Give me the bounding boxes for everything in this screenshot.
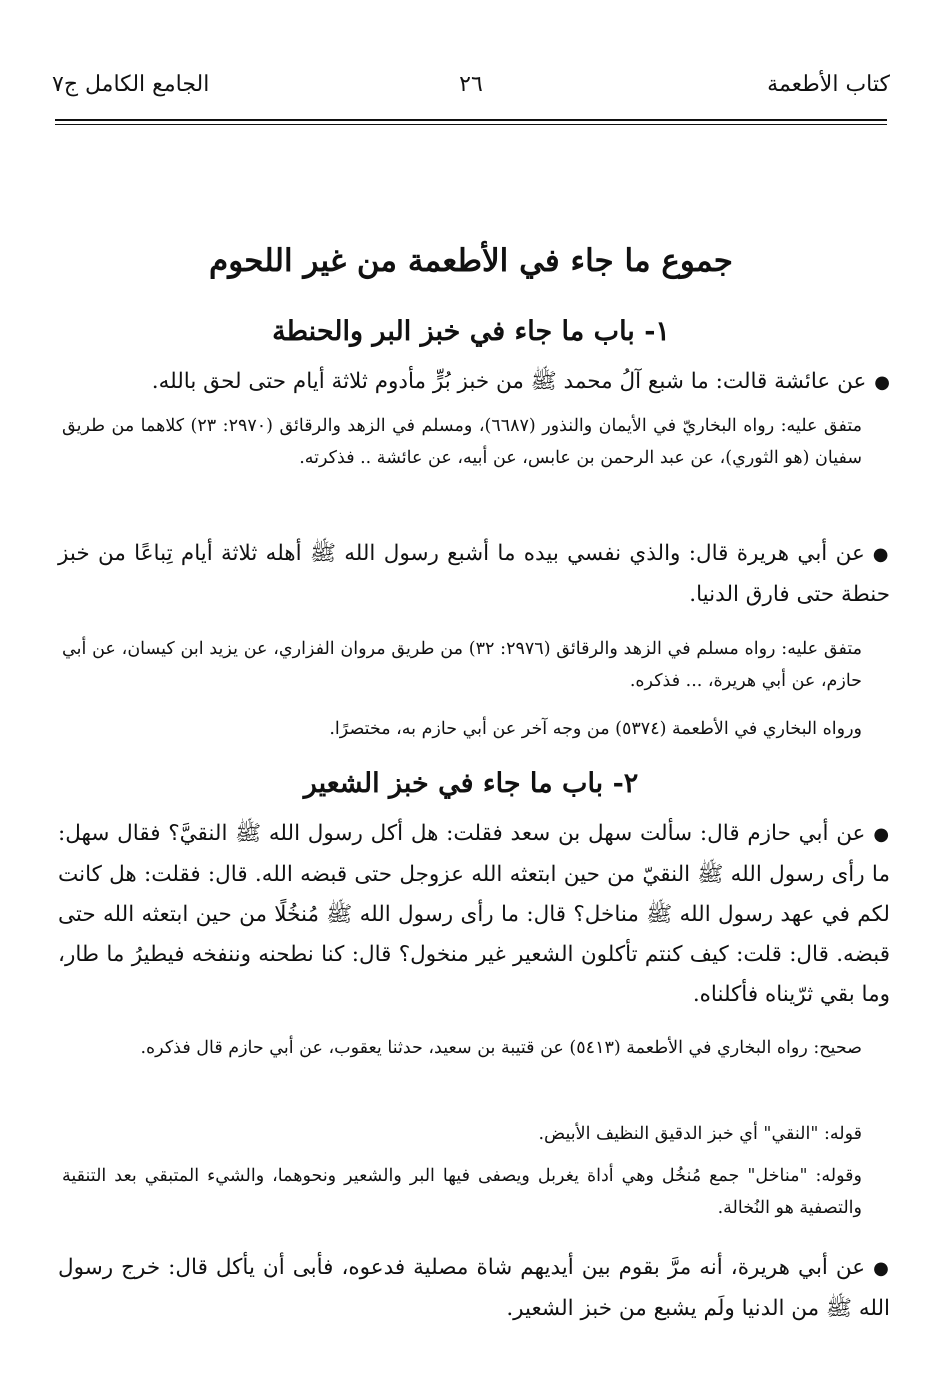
series-title: الجامع الكامل ج٧ — [52, 72, 210, 97]
hadith-text: عن أبي هريرة، أنه مرَّ بقوم بين أيديهم شاة مصلية فدعوه، فأبى أن يأكل قال: خرج رسول الله ﷺ من الدنيا ولَم يشبع من خبز الشعير. — [58, 1255, 890, 1321]
page-number: ٢٦ — [459, 72, 483, 97]
gloss-note: قوله: "النقي" أي خبز الدقيق النظيف الأبيض. — [538, 1124, 862, 1144]
running-header — [52, 68, 890, 108]
bullet-icon: ● — [873, 1258, 890, 1279]
hadith-paragraph — [58, 814, 890, 1015]
hadith-paragraph — [58, 1248, 890, 1329]
hadith-text: عن أبي حازم قال: سألت سهل بن سعد فقلت: هل أكل رسول الله ﷺ النقيَّ؟ فقال سهل: ما رأى رسول الله ﷺ النقيّ من حين ابتعثه الله عزوجل حتى قبضه الله. قال: فقلت: هل كانت لكم في عهد رسول الله ﷺ مناخل؟ قال: ما رأى رسول الله ﷺ مُنخُلًا من حين ابتعثه الله حتى قبضه. قال: قلت: كيف كنتم تأكلون الشعير غير منخول؟ قال: كنا نطحنه وننفخه فيطيرُ ما طار، وما بقي ثرّيناه فأكلناه. — [58, 821, 890, 1007]
takhrij-note: متفق عليه: رواه البخاريّ في الأيمان والنذور (٦٦٨٧)، ومسلم في الزهد والرقائق (٢٩٧٠: ٢٣) كلاهما من طريق سفيان (هو الثوري)، عن عبد الرحمن بن عابس، عن أبيه، عن عائشة .. فذكرته. — [62, 416, 862, 468]
chapter-heading: ١- باب ما جاء في خبز البر والحنطة — [272, 316, 670, 347]
header-rule-thin — [55, 124, 887, 125]
header-rule-thick — [55, 119, 887, 121]
hadith-text: عن عائشة قالت: ما شبع آلُ محمد ﷺ من خبز بُرٍّ مأدوم ثلاثة أيام حتى لحق بالله. — [151, 369, 867, 394]
bullet-icon: ● — [872, 544, 890, 565]
bullet-icon: ● — [874, 372, 890, 393]
book-title: كتاب الأطعمة — [767, 72, 890, 97]
hadith-text: عن أبي هريرة قال: والذي نفسي بيده ما أشبع رسول الله ﷺ أهله ثلاثة أيام تِباعًا من خبز حنطة حتى فارق الدنيا. — [58, 541, 890, 607]
hadith-paragraph — [58, 534, 890, 615]
hadith-paragraph — [58, 362, 890, 403]
chapter-heading: ٢- باب ما جاء في خبز الشعير — [303, 768, 639, 799]
gloss-note: وقوله: "مناخل" جمع مُنخُل وهي أداة يغربل ويصفى فيها البر والشعير ونحوهما، والشيء المتبقي بعد التنقية والتصفية هو النُخالة. — [62, 1166, 862, 1218]
main-title: جموع ما جاء في الأطعمة من غير اللحوم — [209, 243, 733, 279]
takhrij-note: صحيح: رواه البخاري في الأطعمة (٥٤١٣) عن قتيبة بن سعيد، حدثنا يعقوب، عن أبي حازم قال فذكره. — [140, 1038, 862, 1058]
takhrij-note: ورواه البخاري في الأطعمة (٥٣٧٤) من وجه آخر عن أبي حازم به، مختصرًا. — [329, 719, 862, 739]
takhrij-note: متفق عليه: رواه مسلم في الزهد والرقائق (٢٩٧٦: ٣٢) من طريق مروان الفزاري، عن يزيد ابن كيسان، عن أبي حازم، عن أبي هريرة، ... فذكره. — [62, 639, 862, 691]
bullet-icon: ● — [873, 824, 890, 845]
